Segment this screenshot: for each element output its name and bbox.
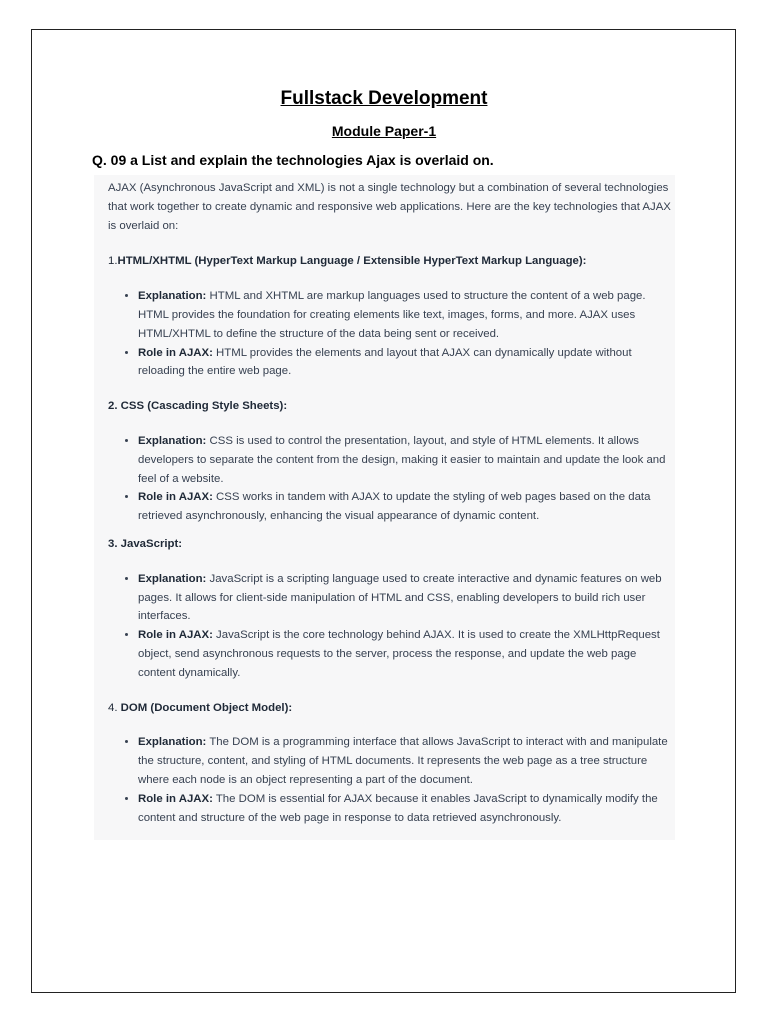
section-list-css	[108, 432, 675, 526]
answer-panel	[94, 175, 675, 840]
list-item: • Explanation: HTML and XHTML are markup languages used to structure the content of a web page. HTML provides the foundation for creating elements like text, images, forms, and more. AJAX uses HTML/XHTML to define the structure of the data being sent or received.	[138, 287, 675, 343]
section-heading-javascript: 3. JavaScript:	[108, 537, 183, 550]
answer-intro: AJAX (Asynchronous JavaScript and XML) is not a single technology but a combination of several technologies that work together to create dynamic and responsive web applications. Here are the key technologies that AJAX is overlaid on:	[108, 182, 671, 232]
list-item: • Role in AJAX: HTML provides the elements and layout that AJAX can dynamically update without reloading the entire web page.	[138, 344, 675, 382]
list-item: • Role in AJAX: The DOM is essential for AJAX because it enables JavaScript to dynamically modify the content and structure of the web page in response to data retrieved asynchronously.	[138, 790, 675, 828]
section-heading-css: 2. CSS (Cascading Style Sheets):	[108, 400, 288, 413]
list-item: • Role in AJAX: CSS works in tandem with AJAX to update the styling of web pages based on the data retrieved asynchronously, enhancing the visual appearance of dynamic content.	[138, 488, 675, 526]
section-list-dom	[108, 733, 675, 827]
list-item: • Explanation: The DOM is a programming interface that allows JavaScript to interact with and manipulate the structure, content, and styling of HTML documents. It represents the web page as a tree structure where each node is an object representing a part of the document.	[138, 733, 675, 789]
section-heading-dom: 4. DOM (Document Object Model):	[108, 701, 293, 714]
document-title: Fullstack Development	[280, 88, 488, 109]
list-item: • Explanation: CSS is used to control the presentation, layout, and style of HTML elements. It allows developers to separate the content from the design, making it easier to maintain and update the look and feel of a website.	[138, 432, 675, 488]
list-item: • Role in AJAX: JavaScript is the core technology behind AJAX. It is used to create the XMLHttpRequest object, send asynchronous requests to the server, process the response, and update the web page content dynamically.	[138, 626, 675, 682]
question-heading: Q. 09 a List and explain the technologies Ajax is overlaid on.	[92, 152, 494, 168]
section-heading-html: 1.HTML/XHTML (HyperText Markup Language / Extensible HyperText Markup Language):	[108, 255, 587, 268]
section-list-html	[108, 287, 675, 381]
document-subtitle: Module Paper-1	[331, 123, 437, 139]
list-item: • Explanation: JavaScript is a scripting language used to create interactive and dynamic features on web pages. It allows for client-side manipulation of HTML and CSS, enabling developers to build rich user interfaces.	[138, 570, 675, 626]
section-list-javascript	[108, 570, 675, 683]
